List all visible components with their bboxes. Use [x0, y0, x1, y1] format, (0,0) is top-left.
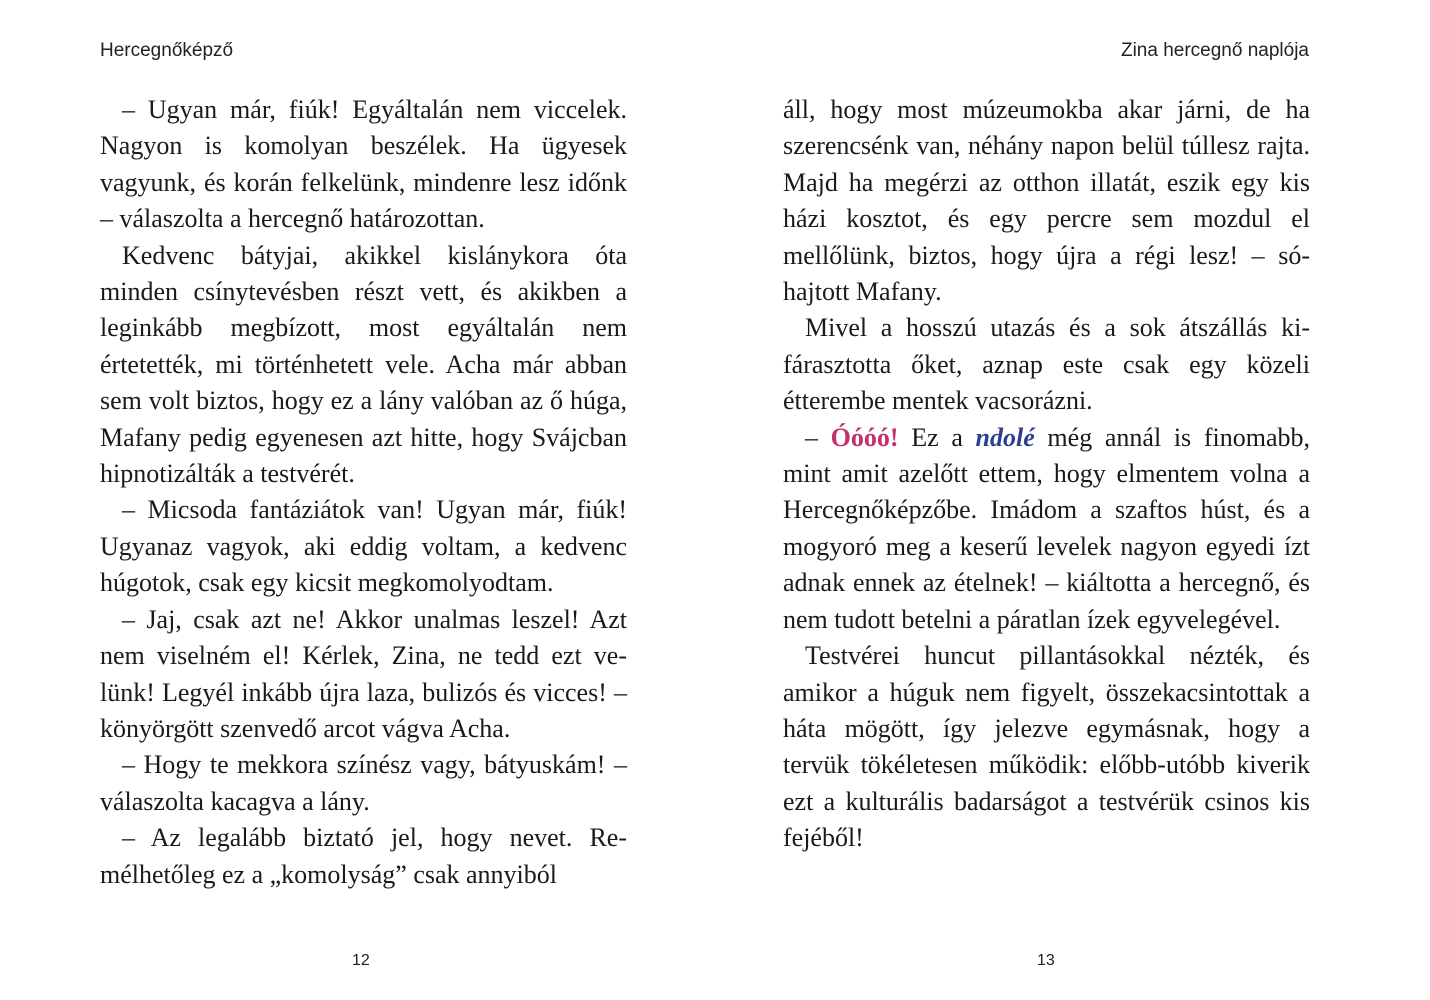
paragraph-dialogue [783, 420, 1310, 638]
paragraph: Testvérei huncut pillantásokkal nézték, és amikor a húguk nem figyelt, összekacsintottak a háta mögött, így jelezve egymásnak, hogy a tervük tökéletesen működik: előbb-utóbb kiverik ezt a kulturális badarságot a testvérük csinos kis fejéből! [783, 641, 1310, 853]
paragraph-continuation: áll, hogy most múzeumokba akar járni, de ha szerencsénk van, néhány napon belül túllesz rajta. Majd ha megérzi az otthon illatát, eszik egy kis házi kosztot, és egy percre sem mozdul el mellőlünk, biztos, hogy újra a régi lesz! – sóhajtott Mafany. [783, 95, 1310, 307]
paragraph: Mivel a hosszú utazás és a sok átszállás kifárasztotta őket, aznap este csak egy közeli étterembe mentek vacsorázni. [783, 313, 1310, 416]
paragraph: – Az legalább biztató jel, hogy nevet. Remélhetőleg ez a „komolyság” csak annyiból [100, 823, 627, 889]
paragraph: Kedvenc bátyjai, akikkel kislánykora óta minden csínytevésben részt vett, és akikben a leginkább megbízott, most egyáltalán nem értetették, mi történhetett vele. Acha már abban sem volt biztos, hogy ez a lány valóban az ő húga, Mafany pedig egyenesen azt hitte, hogy Svájcban hipnotizálták a testvérét. [100, 240, 627, 489]
left-page-text [100, 92, 627, 893]
paragraph: – Micsoda fantáziátok van! Ugyan már, fiúk! Ugyanaz vagyok, aki eddig voltam, a kedvenc húgotok, csak egy kicsit megkomolyodtam. [100, 495, 627, 598]
paragraph: – Ugyan már, fiúk! Egyáltalán nem viccelek. Nagyon is komolyan beszélek. Ha ügyesek vagyunk, és korán felkelünk, mindenre lesz időnk – válaszolta a hercegnő határozottan. [100, 95, 627, 234]
text-run: még annál is finomabb, mint amit azelőtt ettem, hogy elmentem volna a Hercegnőképzőbe. Imádom a szaftos húst, és a mogyoró meg a keserű levelek nagyon egyedi ízt adnak ennek az ételnek! – kiáltotta a hercegnő, és nem tudott betelni a páratlan ízek egyvelegével. [783, 422, 1310, 634]
right-page-number: 13 [1037, 952, 1055, 969]
paragraph: – Hogy te mekkora színész vagy, bátyuskám! – válaszolta kacagva a lány. [100, 750, 627, 816]
dish-name-highlight: ndolé [975, 422, 1035, 452]
left-page-number: 12 [352, 952, 370, 969]
exclamation-highlight: Óóóó! [830, 422, 899, 452]
right-running-head: Zina hercegnő naplója [1120, 40, 1309, 61]
dialogue-dash: – [805, 422, 831, 452]
paragraph: – Jaj, csak azt ne! Akkor unalmas leszel! Azt nem viselném el! Kérlek, Zina, ne tedd ezt velünk! Legyél inkább újra laza, bulizós és vicces! – könyörgött szenvedő arcot vágva Acha. [100, 604, 627, 743]
right-page-text [783, 92, 1310, 857]
right-page [715, 0, 1430, 1000]
left-running-head: Hercegnőképző [100, 40, 234, 61]
text-run: Ez a [898, 422, 976, 452]
